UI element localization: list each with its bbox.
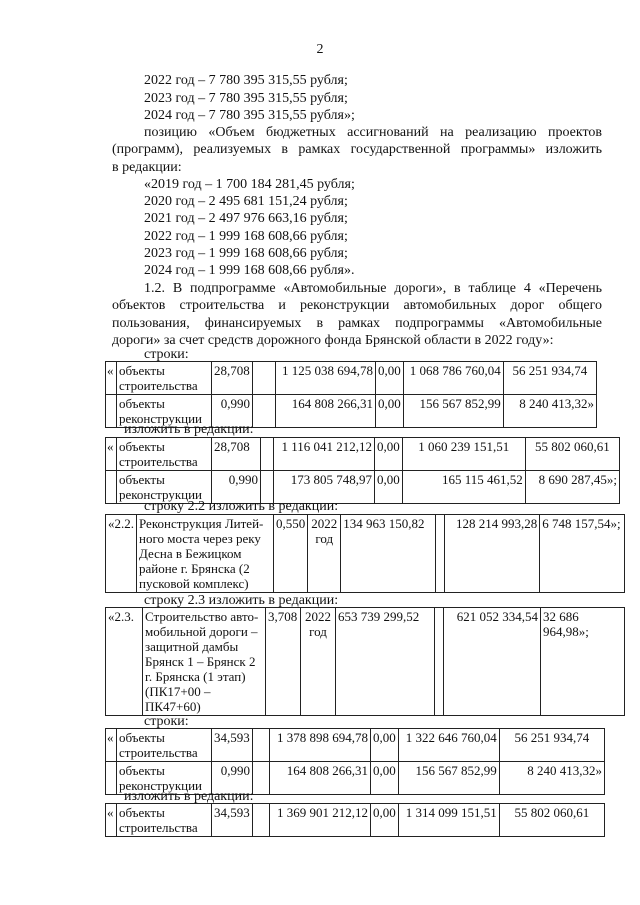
label-rows: строки:	[144, 347, 189, 362]
table-old-rows	[105, 361, 597, 428]
intro-line: 2023 год – 7 780 395 315,55 рубля;	[144, 91, 348, 106]
table-row: объекты реконструкции 0,990 164 808 266,31 0,00 156 567 852,99 8 240 413,32»	[106, 395, 597, 428]
table-row: «2.2. Реконструкция Литей-ного моста через реку Десна в Бежицком районе г. Брянска (2 пусковой комплекс) 0,550 2022 год 134 963 150,82 128 214 993,28 6 748 157,54»;	[106, 515, 625, 593]
intro-line: 2024 год – 7 780 395 315,55 рубля»;	[144, 108, 355, 123]
table-row: объекты реконструкции 0,990 173 805 748,97 0,00 165 115 461,52 8 690 287,45»;	[106, 471, 620, 504]
table-row-2-2	[105, 514, 625, 593]
table-row: « объекты строительства 34,593 1 378 898 694,78 0,00 1 322 646 760,04 56 251 934,74	[106, 729, 605, 762]
table-row: «2.3. Строительство авто-мобильной дороги – защитной дамбы Брянск 1 – Брянск 2 г. Брянска (1 этап) (ПК17+00 – ПК47+60) 3,708 2022 год 653 739 299,52 621 052 334,54 32 686 964,98»;	[106, 608, 625, 716]
year-line: 2022 год – 1 999 168 608,66 рубля;	[144, 229, 348, 244]
year-line: 2023 год – 1 999 168 608,66 рубля;	[144, 246, 348, 261]
table-new-rows-2	[105, 803, 605, 837]
table-old-rows-2	[105, 728, 605, 795]
year-line: 2024 год – 1 999 168 608,66 рубля».	[144, 263, 355, 278]
paragraph-subprogram: 1.2. В подпрограмме «Автомобильные дороги», в таблице 4 «Перечень объектов строительства и реконструкции автомобильных дорог общего пользования, финансируемых в рамках подпрограммы «Автомобильные дороги» за счет средств дорожного фонда Брянской области в 2022 году»:	[112, 281, 602, 348]
page-number: 2	[316, 42, 324, 57]
year-line: 2020 год – 2 495 681 151,24 рубля;	[144, 194, 348, 209]
label-row-2-3: строку 2.3 изложить в редакции:	[144, 593, 339, 608]
label-row-2-2: строку 2.2 изложить в редакции:	[144, 499, 339, 514]
label-new-edition: изложить в редакции:	[124, 422, 254, 437]
table-row: « объекты строительства 34,593 1 369 901 212,12 0,00 1 314 099 151,51 55 802 060,61	[106, 804, 605, 837]
label-rows: строки:	[144, 714, 189, 729]
year-line: 2021 год – 2 497 976 663,16 рубля;	[144, 211, 348, 226]
paragraph-budget-position: позицию «Объем бюджетных ассигнований на реализацию проектов (программ), реализуемых в рамках государственной программы» изложить в редакции:	[112, 125, 602, 175]
table-row-2-3	[105, 607, 625, 716]
year-line: «2019 год – 1 700 184 281,45 рубля;	[144, 177, 355, 192]
table-row: объекты реконструкции 0,990 164 808 266,31 0,00 156 567 852,99 8 240 413,32»	[106, 762, 605, 795]
table-row: « объекты строительства 28,708 1 125 038 694,78 0,00 1 068 786 760,04 56 251 934,74	[106, 362, 597, 395]
intro-line: 2022 год – 7 780 395 315,55 рубля;	[144, 73, 348, 88]
label-new-edition: изложить в редакции:	[124, 789, 254, 804]
table-row: « объекты строительства 28,708 1 116 041 212,12 0,00 1 060 239 151,51 55 802 060,61	[106, 438, 620, 471]
table-new-rows	[105, 437, 620, 504]
